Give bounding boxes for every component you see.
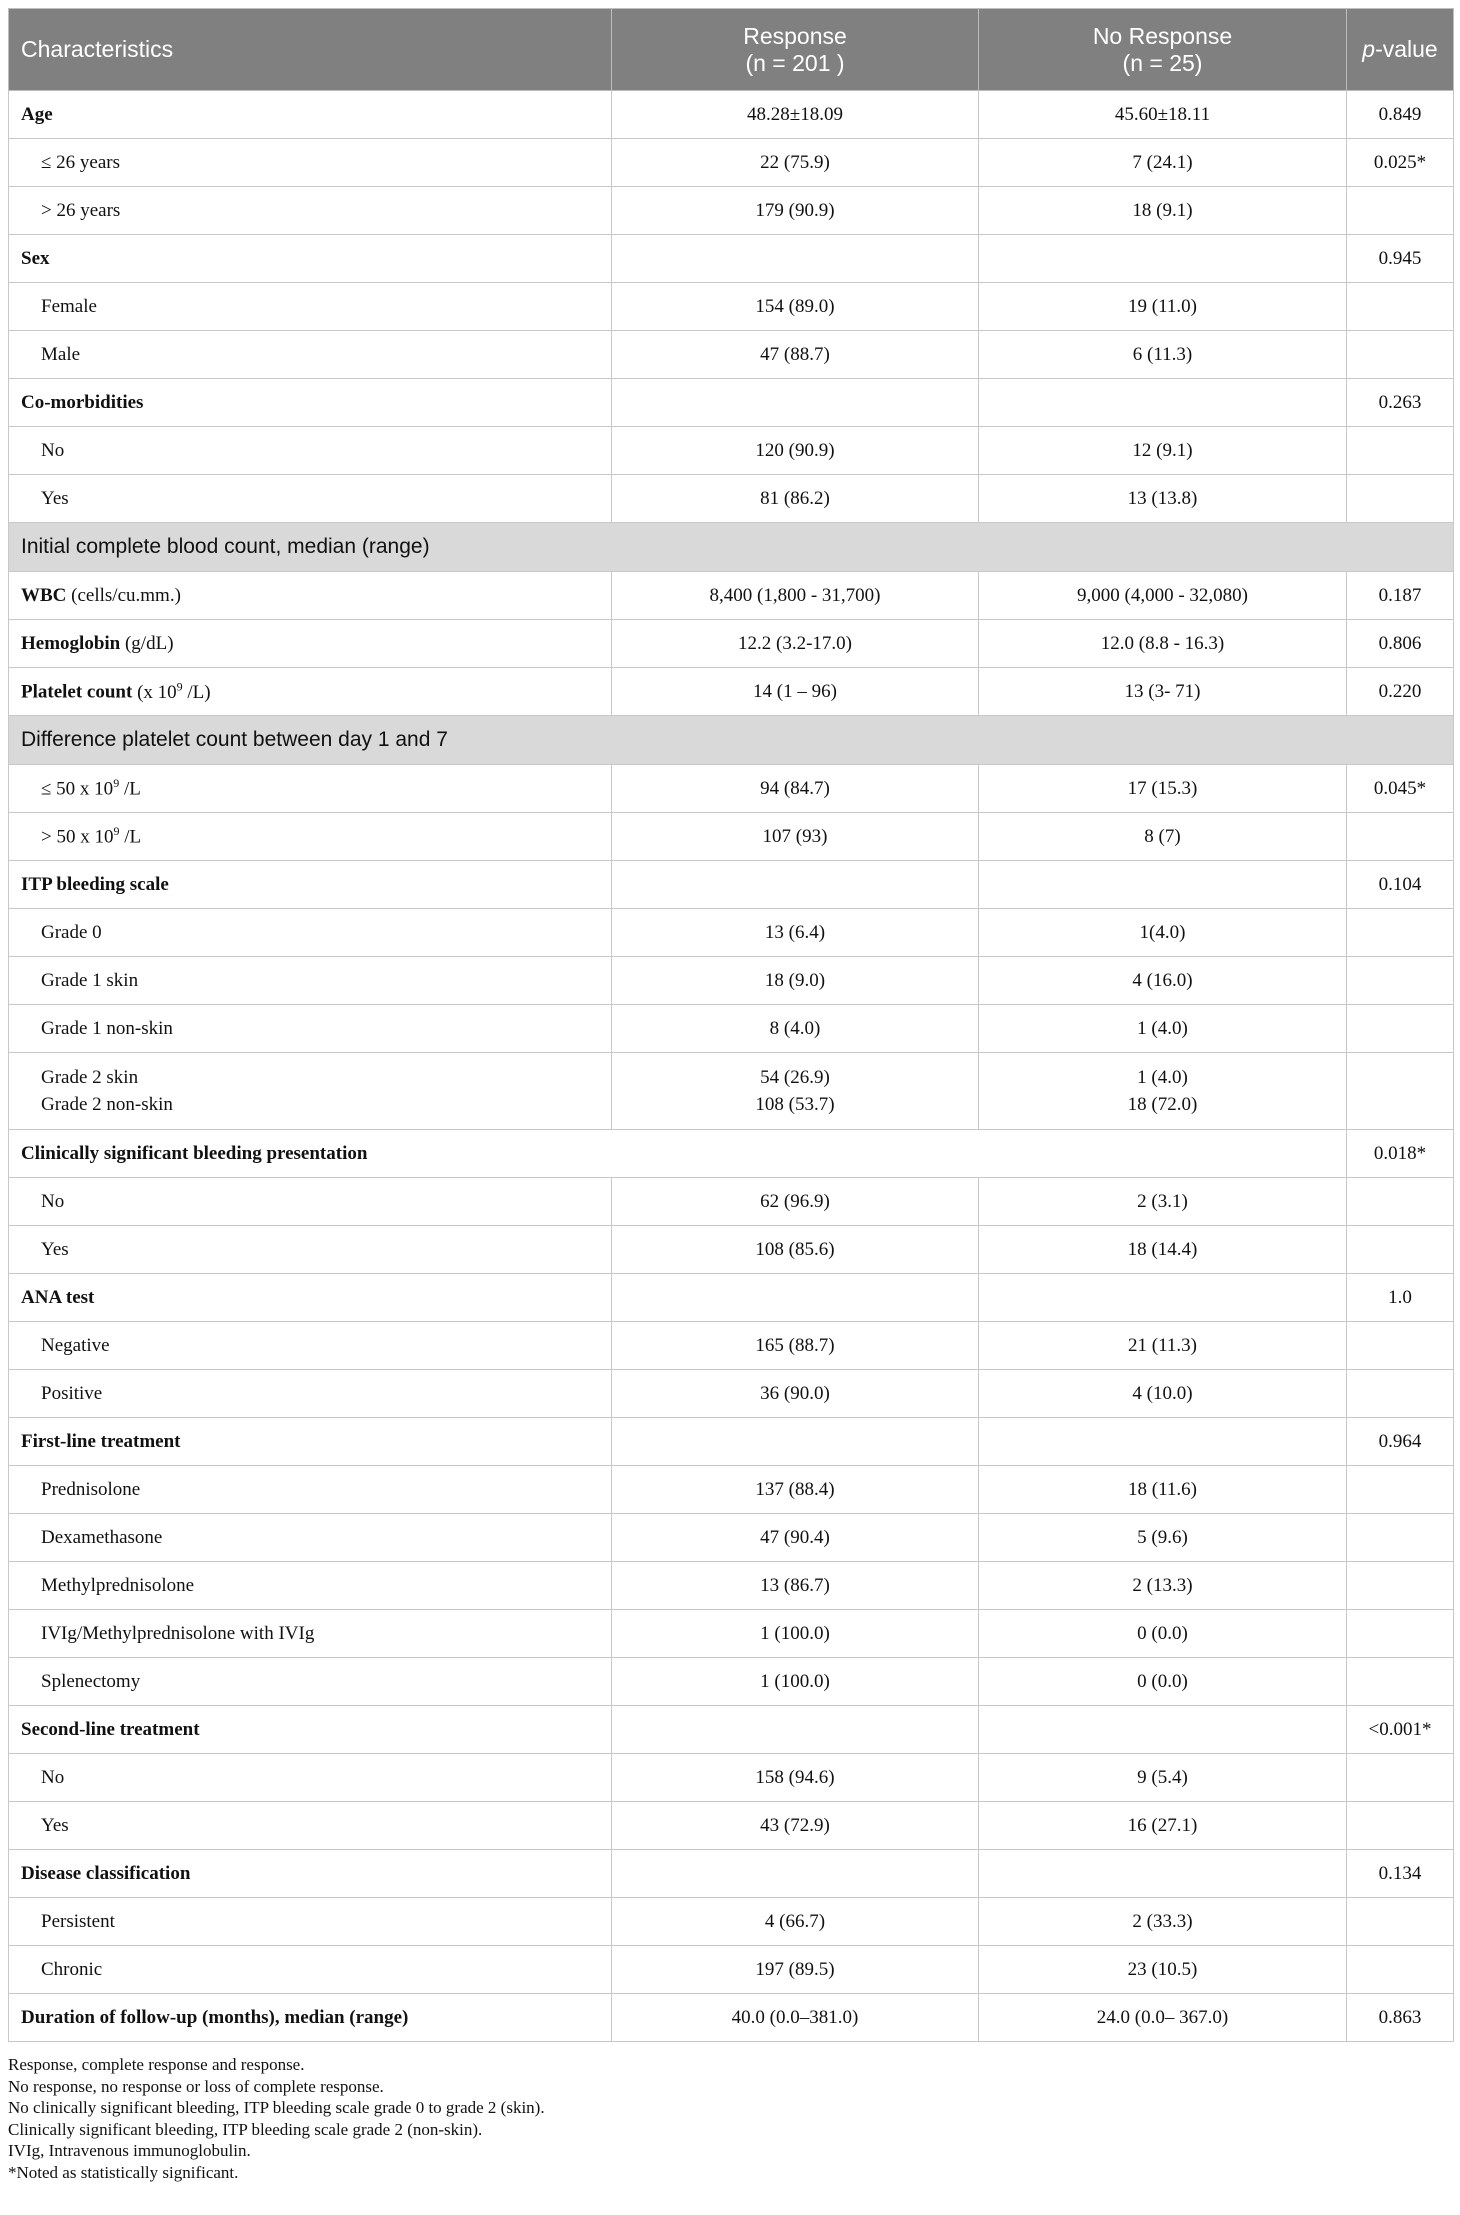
row-label bbox=[9, 668, 612, 716]
cell-p-value: 0.863 bbox=[1347, 1994, 1454, 2042]
cell-response: 1 (100.0) bbox=[612, 1658, 979, 1706]
cell-response: 13 (86.7) bbox=[612, 1562, 979, 1610]
cell-p-value bbox=[1347, 1178, 1454, 1226]
row-label: IVIg/Methylprednisolone with IVIg bbox=[9, 1610, 612, 1658]
row-label: ≤ 26 years bbox=[9, 139, 612, 187]
table-row bbox=[9, 1706, 1454, 1754]
row-label-bold: Hemoglobin bbox=[21, 632, 121, 654]
table-row bbox=[9, 1130, 1454, 1178]
row-label: Chronic bbox=[9, 1946, 612, 1994]
table-row bbox=[9, 1466, 1454, 1514]
cell-no-response: 4 (16.0) bbox=[979, 957, 1347, 1005]
cell-response: 8 (4.0) bbox=[612, 1005, 979, 1053]
table-row bbox=[9, 235, 1454, 283]
row-label: Male bbox=[9, 331, 612, 379]
grade2-nonskin-no-response: 18 (72.0) bbox=[1127, 1094, 1198, 1115]
cell-response: 107 (93) bbox=[612, 813, 979, 861]
header-no-response bbox=[979, 9, 1347, 91]
cell-p-value bbox=[1347, 1898, 1454, 1946]
cell-response: 47 (88.7) bbox=[612, 331, 979, 379]
cell-response: 154 (89.0) bbox=[612, 283, 979, 331]
table-row bbox=[9, 1226, 1454, 1274]
header-no-response-label: No Response bbox=[1092, 22, 1233, 49]
row-label: Sex bbox=[9, 235, 612, 283]
cell-response: 108 (85.6) bbox=[612, 1226, 979, 1274]
row-label: Clinically significant bleeding presentation bbox=[9, 1130, 1347, 1178]
row-label bbox=[9, 620, 612, 668]
results-table bbox=[8, 8, 1454, 2042]
grade2-skin-response: 54 (26.9) bbox=[760, 1067, 830, 1088]
table-footnotes bbox=[8, 2054, 1453, 2183]
cell-p-value: 0.025* bbox=[1347, 139, 1454, 187]
header-characteristics: Characteristics bbox=[9, 9, 612, 91]
row-label: Yes bbox=[9, 475, 612, 523]
grade2-skin-label: Grade 2 skin bbox=[41, 1067, 139, 1088]
row-label bbox=[9, 572, 612, 620]
cell-no-response: 21 (11.3) bbox=[979, 1322, 1347, 1370]
unit-superscript: 9 bbox=[176, 679, 183, 694]
row-label: ITP bleeding scale bbox=[9, 861, 612, 909]
cell-response: 14 (1 – 96) bbox=[612, 668, 979, 716]
cell-response: 18 (9.0) bbox=[612, 957, 979, 1005]
cell-p-value bbox=[1347, 1658, 1454, 1706]
table-row bbox=[9, 1370, 1454, 1418]
cell-response: 4 (66.7) bbox=[612, 1898, 979, 1946]
cell-no-response: 8 (7) bbox=[979, 813, 1347, 861]
cell-no-response: 9 (5.4) bbox=[979, 1754, 1347, 1802]
row-label: No bbox=[9, 1178, 612, 1226]
cell-p-value bbox=[1347, 1562, 1454, 1610]
cell-no-response: 17 (15.3) bbox=[979, 765, 1347, 813]
table-header-row bbox=[9, 9, 1454, 91]
cell-response bbox=[612, 1706, 979, 1754]
footnote: IVIg, Intravenous immunoglobulin. bbox=[8, 2141, 251, 2160]
cell-p-value: 0.964 bbox=[1347, 1418, 1454, 1466]
cell-no-response bbox=[979, 1274, 1347, 1322]
cell-no-response bbox=[979, 1053, 1347, 1130]
cell-p-value bbox=[1347, 957, 1454, 1005]
table-row bbox=[9, 1754, 1454, 1802]
table-row bbox=[9, 1802, 1454, 1850]
cell-p-value bbox=[1347, 1053, 1454, 1130]
row-label-unit: (cells/cu.mm.) bbox=[66, 584, 181, 606]
table-row bbox=[9, 1005, 1454, 1053]
row-label: Splenectomy bbox=[9, 1658, 612, 1706]
table-row bbox=[9, 1658, 1454, 1706]
cell-response: 43 (72.9) bbox=[612, 1802, 979, 1850]
table-row bbox=[9, 283, 1454, 331]
table-row bbox=[9, 957, 1454, 1005]
row-label: Yes bbox=[9, 1226, 612, 1274]
cell-response: 8,400 (1,800 - 31,700) bbox=[612, 572, 979, 620]
table-row bbox=[9, 620, 1454, 668]
header-p-suffix: -value bbox=[1375, 36, 1438, 62]
table-row bbox=[9, 1946, 1454, 1994]
cell-no-response: 1 (4.0) bbox=[979, 1005, 1347, 1053]
table-row bbox=[9, 1994, 1454, 2042]
cell-no-response: 12 (9.1) bbox=[979, 427, 1347, 475]
table-row bbox=[9, 1274, 1454, 1322]
row-label: ANA test bbox=[9, 1274, 612, 1322]
header-no-response-n: (n = 25) bbox=[1122, 49, 1203, 76]
row-label: No bbox=[9, 427, 612, 475]
table-row bbox=[9, 475, 1454, 523]
cell-p-value bbox=[1347, 283, 1454, 331]
cell-response bbox=[612, 1053, 979, 1130]
row-label-unit: (g/dL) bbox=[120, 632, 174, 654]
cell-no-response: 9,000 (4,000 - 32,080) bbox=[979, 572, 1347, 620]
table-row bbox=[9, 813, 1454, 861]
table-row bbox=[9, 379, 1454, 427]
cell-p-value bbox=[1347, 909, 1454, 957]
row-label-bold: Platelet count bbox=[21, 681, 133, 703]
cell-response: 1 (100.0) bbox=[612, 1610, 979, 1658]
label-superscript: 9 bbox=[113, 824, 120, 839]
row-label: Grade 1 skin bbox=[9, 957, 612, 1005]
grade2-nonskin-label: Grade 2 non-skin bbox=[41, 1094, 173, 1115]
cell-p-value bbox=[1347, 1610, 1454, 1658]
cell-response: 165 (88.7) bbox=[612, 1322, 979, 1370]
cell-no-response: 2 (33.3) bbox=[979, 1898, 1347, 1946]
cell-no-response: 7 (24.1) bbox=[979, 139, 1347, 187]
cell-response: 137 (88.4) bbox=[612, 1466, 979, 1514]
cell-response bbox=[612, 1850, 979, 1898]
cell-no-response bbox=[979, 235, 1347, 283]
label-superscript: 9 bbox=[113, 776, 120, 791]
cell-response bbox=[612, 1274, 979, 1322]
cell-p-value: <0.001* bbox=[1347, 1706, 1454, 1754]
cell-p-value bbox=[1347, 187, 1454, 235]
table-row bbox=[9, 1610, 1454, 1658]
cell-response: 158 (94.6) bbox=[612, 1754, 979, 1802]
cell-p-value bbox=[1347, 1946, 1454, 1994]
row-label: Age bbox=[9, 91, 612, 139]
cell-response: 94 (84.7) bbox=[612, 765, 979, 813]
row-label bbox=[9, 765, 612, 813]
cell-p-value bbox=[1347, 427, 1454, 475]
cell-no-response: 2 (3.1) bbox=[979, 1178, 1347, 1226]
cell-p-value bbox=[1347, 1370, 1454, 1418]
cell-no-response: 6 (11.3) bbox=[979, 331, 1347, 379]
row-label: Grade 1 non-skin bbox=[9, 1005, 612, 1053]
cell-p-value bbox=[1347, 1005, 1454, 1053]
section-heading-difference: Difference platelet count between day 1 and 7 bbox=[9, 716, 1454, 765]
cell-no-response: 5 (9.6) bbox=[979, 1514, 1347, 1562]
row-label bbox=[9, 1053, 612, 1130]
footnote: No response, no response or loss of complete response. bbox=[8, 2076, 384, 2096]
table-row bbox=[9, 572, 1454, 620]
cell-no-response: 16 (27.1) bbox=[979, 1802, 1347, 1850]
cell-p-value: 0.104 bbox=[1347, 861, 1454, 909]
label-a: ≤ 50 x 10 bbox=[41, 778, 114, 800]
section-row bbox=[9, 716, 1454, 765]
cell-response: 47 (90.4) bbox=[612, 1514, 979, 1562]
table-row bbox=[9, 91, 1454, 139]
cell-p-value bbox=[1347, 1226, 1454, 1274]
table-row bbox=[9, 668, 1454, 716]
cell-p-value: 0.849 bbox=[1347, 91, 1454, 139]
row-label: Disease classification bbox=[9, 1850, 612, 1898]
cell-no-response: 13 (3- 71) bbox=[979, 668, 1347, 716]
cell-p-value: 0.945 bbox=[1347, 235, 1454, 283]
cell-no-response: 13 (13.8) bbox=[979, 475, 1347, 523]
cell-p-value bbox=[1347, 1802, 1454, 1850]
cell-no-response: 18 (9.1) bbox=[979, 187, 1347, 235]
row-label: Grade 0 bbox=[9, 909, 612, 957]
cell-no-response: 2 (13.3) bbox=[979, 1562, 1347, 1610]
table-row bbox=[9, 909, 1454, 957]
cell-p-value: 0.187 bbox=[1347, 572, 1454, 620]
cell-p-value bbox=[1347, 1754, 1454, 1802]
table-row bbox=[9, 1053, 1454, 1130]
row-label: > 26 years bbox=[9, 187, 612, 235]
row-label: Second-line treatment bbox=[9, 1706, 612, 1754]
cell-p-value: 0.220 bbox=[1347, 668, 1454, 716]
cell-p-value bbox=[1347, 331, 1454, 379]
row-label: Positive bbox=[9, 1370, 612, 1418]
cell-no-response: 0 (0.0) bbox=[979, 1610, 1347, 1658]
cell-p-value: 0.134 bbox=[1347, 1850, 1454, 1898]
header-p-italic: p bbox=[1362, 36, 1376, 62]
label-b: /L bbox=[119, 778, 141, 800]
row-label: Prednisolone bbox=[9, 1466, 612, 1514]
label-b: /L bbox=[119, 826, 142, 848]
row-label: Persistent bbox=[9, 1898, 612, 1946]
header-response-n: (n = 201 ) bbox=[745, 49, 845, 76]
cell-p-value: 1.0 bbox=[1347, 1274, 1454, 1322]
table-row bbox=[9, 187, 1454, 235]
row-label: Co-morbidities bbox=[9, 379, 612, 427]
cell-p-value bbox=[1347, 1322, 1454, 1370]
row-label: Duration of follow-up (months), median (range) bbox=[9, 1994, 612, 2042]
cell-no-response: 19 (11.0) bbox=[979, 283, 1347, 331]
table-row bbox=[9, 427, 1454, 475]
cell-no-response: 18 (11.6) bbox=[979, 1466, 1347, 1514]
table-row bbox=[9, 861, 1454, 909]
cell-response: 120 (90.9) bbox=[612, 427, 979, 475]
cell-p-value bbox=[1347, 475, 1454, 523]
cell-response bbox=[612, 235, 979, 283]
cell-p-value bbox=[1347, 813, 1454, 861]
cell-response: 197 (89.5) bbox=[612, 1946, 979, 1994]
cell-response bbox=[612, 861, 979, 909]
table-container bbox=[8, 8, 1453, 2183]
row-label: Negative bbox=[9, 1322, 612, 1370]
table-row bbox=[9, 1562, 1454, 1610]
cell-no-response bbox=[979, 861, 1347, 909]
cell-p-value: 0.045* bbox=[1347, 765, 1454, 813]
cell-p-value bbox=[1347, 1466, 1454, 1514]
table-row bbox=[9, 765, 1454, 813]
section-heading-cbc: Initial complete blood count, median (range) bbox=[9, 523, 1454, 572]
cell-response: 179 (90.9) bbox=[612, 187, 979, 235]
cell-no-response: 24.0 (0.0– 367.0) bbox=[979, 1994, 1347, 2042]
table-row bbox=[9, 1178, 1454, 1226]
table-row bbox=[9, 1850, 1454, 1898]
grade2-nonskin-response: 108 (53.7) bbox=[755, 1094, 835, 1115]
header-response-label: Response bbox=[743, 22, 847, 49]
table-row bbox=[9, 331, 1454, 379]
row-label: No bbox=[9, 1754, 612, 1802]
cell-response: 62 (96.9) bbox=[612, 1178, 979, 1226]
row-label: Methylprednisolone bbox=[9, 1562, 612, 1610]
cell-response bbox=[612, 1418, 979, 1466]
cell-response: 36 (90.0) bbox=[612, 1370, 979, 1418]
footnote: *Noted as statistically significant. bbox=[8, 2162, 239, 2182]
cell-response: 22 (75.9) bbox=[612, 139, 979, 187]
row-label bbox=[9, 813, 612, 861]
cell-p-value bbox=[1347, 1514, 1454, 1562]
table-row bbox=[9, 139, 1454, 187]
row-label-unit bbox=[132, 679, 211, 703]
cell-no-response bbox=[979, 1706, 1347, 1754]
cell-response: 13 (6.4) bbox=[612, 909, 979, 957]
cell-response: 48.28±18.09 bbox=[612, 91, 979, 139]
cell-no-response: 1(4.0) bbox=[979, 909, 1347, 957]
cell-no-response bbox=[979, 1850, 1347, 1898]
row-label: Yes bbox=[9, 1802, 612, 1850]
footnote: No clinically significant bleeding, ITP bleeding scale grade 0 to grade 2 (skin). bbox=[8, 2098, 545, 2117]
cell-no-response: 23 (10.5) bbox=[979, 1946, 1347, 1994]
table-row bbox=[9, 1418, 1454, 1466]
label-a: > 50 x 10 bbox=[41, 826, 114, 848]
cell-no-response: 12.0 (8.8 - 16.3) bbox=[979, 620, 1347, 668]
cell-p-value: 0.263 bbox=[1347, 379, 1454, 427]
cell-response: 40.0 (0.0–381.0) bbox=[612, 1994, 979, 2042]
table-row bbox=[9, 1514, 1454, 1562]
table-row bbox=[9, 1898, 1454, 1946]
row-label-bold: WBC bbox=[21, 584, 67, 606]
cell-response: 81 (86.2) bbox=[612, 475, 979, 523]
row-label: First-line treatment bbox=[9, 1418, 612, 1466]
table-row bbox=[9, 1322, 1454, 1370]
cell-no-response: 0 (0.0) bbox=[979, 1658, 1347, 1706]
footnote: Clinically significant bleeding, ITP bleeding scale grade 2 (non-skin). bbox=[8, 2119, 483, 2139]
unit-b: /L) bbox=[182, 681, 211, 703]
cell-p-value: 0.806 bbox=[1347, 620, 1454, 668]
grade2-skin-no-response: 1 (4.0) bbox=[1137, 1067, 1188, 1088]
cell-no-response: 4 (10.0) bbox=[979, 1370, 1347, 1418]
row-label: Dexamethasone bbox=[9, 1514, 612, 1562]
cell-no-response bbox=[979, 1418, 1347, 1466]
footnote: Response, complete response and response. bbox=[8, 2055, 305, 2074]
row-label: Female bbox=[9, 283, 612, 331]
header-p-value bbox=[1347, 9, 1454, 91]
cell-no-response bbox=[979, 379, 1347, 427]
header-response bbox=[612, 9, 979, 91]
cell-response: 12.2 (3.2-17.0) bbox=[612, 620, 979, 668]
cell-no-response: 18 (14.4) bbox=[979, 1226, 1347, 1274]
cell-response bbox=[612, 379, 979, 427]
unit-a: (x 10 bbox=[132, 681, 177, 703]
cell-no-response: 45.60±18.11 bbox=[979, 91, 1347, 139]
cell-p-value: 0.018* bbox=[1347, 1130, 1454, 1178]
section-row bbox=[9, 523, 1454, 572]
